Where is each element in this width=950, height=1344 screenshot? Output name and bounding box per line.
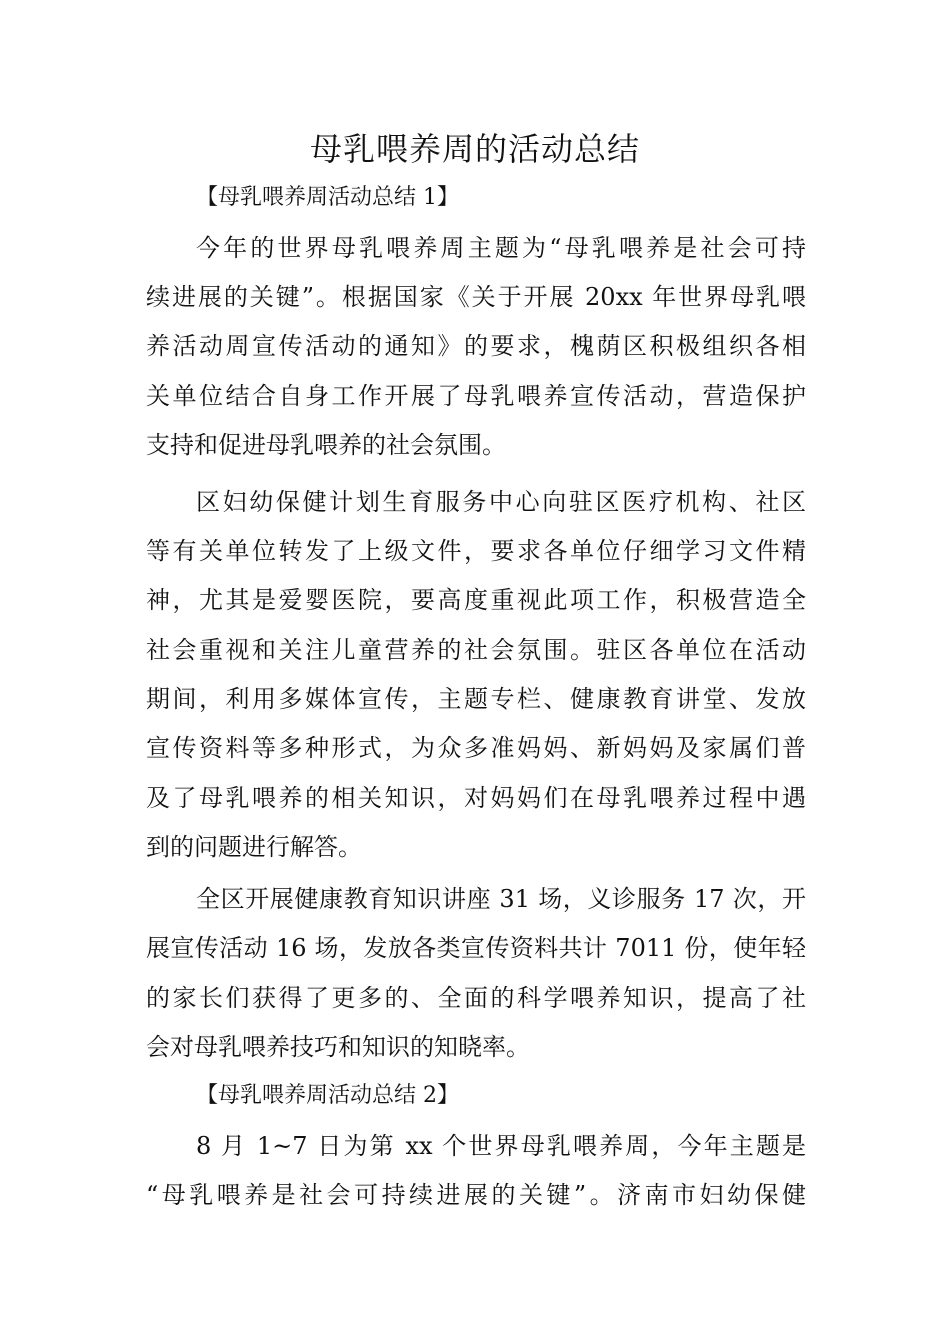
paragraph-line: 关单位结合自身工作开展了母乳喂养宣传活动，营造保护	[146, 382, 806, 410]
paragraph-line: “母乳喂养是社会可持续进展的关键”。济南市妇幼保健	[146, 1181, 806, 1209]
paragraph-line: 支持和促进母乳喂养的社会氛围。	[146, 431, 506, 459]
section-heading-1: 【母乳喂养周活动总结 1】	[196, 185, 459, 210]
paragraph-line: 及了母乳喂养的相关知识，对妈妈们在母乳喂养过程中遇	[146, 784, 806, 812]
paragraph-line: 会对母乳喂养技巧和知识的知晓率。	[146, 1033, 530, 1061]
paragraph-line: 神，尤其是爱婴医院，要高度重视此项工作，积极营造全	[146, 586, 806, 614]
paragraph-line: 等有关单位转发了上级文件，要求各单位仔细学习文件精	[146, 537, 806, 565]
paragraph-line: 宣传资料等多种形式，为众多准妈妈、新妈妈及家属们普	[146, 734, 806, 762]
paragraph-line: 8 月 1~7 日为第 xx 个世界母乳喂养周，今年主题是	[196, 1132, 806, 1160]
paragraph-line: 的家长们获得了更多的、全面的科学喂养知识，提高了社	[146, 984, 806, 1012]
paragraph-line: 续进展的关键”。根据国家《关于开展 20xx 年世界母乳喂	[146, 283, 806, 311]
paragraph-line: 期间，利用多媒体宣传，主题专栏、健康教育讲堂、发放	[146, 685, 806, 713]
paragraph-line: 全区开展健康教育知识讲座 31 场，义诊服务 17 次，开	[196, 885, 806, 913]
paragraph-line: 社会重视和关注儿童营养的社会氛围。驻区各单位在活动	[146, 636, 806, 664]
paragraph-line: 展宣传活动 16 场，发放各类宣传资料共计 7011 份，使年轻	[146, 934, 806, 962]
paragraph-line: 今年的世界母乳喂养周主题为“母乳喂养是社会可持	[196, 234, 806, 262]
document-title: 母乳喂养周的活动总结	[309, 130, 640, 168]
paragraph-line: 到的问题进行解答。	[146, 833, 362, 861]
section-heading-2: 【母乳喂养周活动总结 2】	[196, 1083, 459, 1108]
paragraph-line: 区妇幼保健计划生育服务中心向驻区医疗机构、社区	[196, 488, 806, 516]
paragraph-line: 养活动周宣传活动的通知》的要求，槐荫区积极组织各相	[146, 332, 806, 360]
